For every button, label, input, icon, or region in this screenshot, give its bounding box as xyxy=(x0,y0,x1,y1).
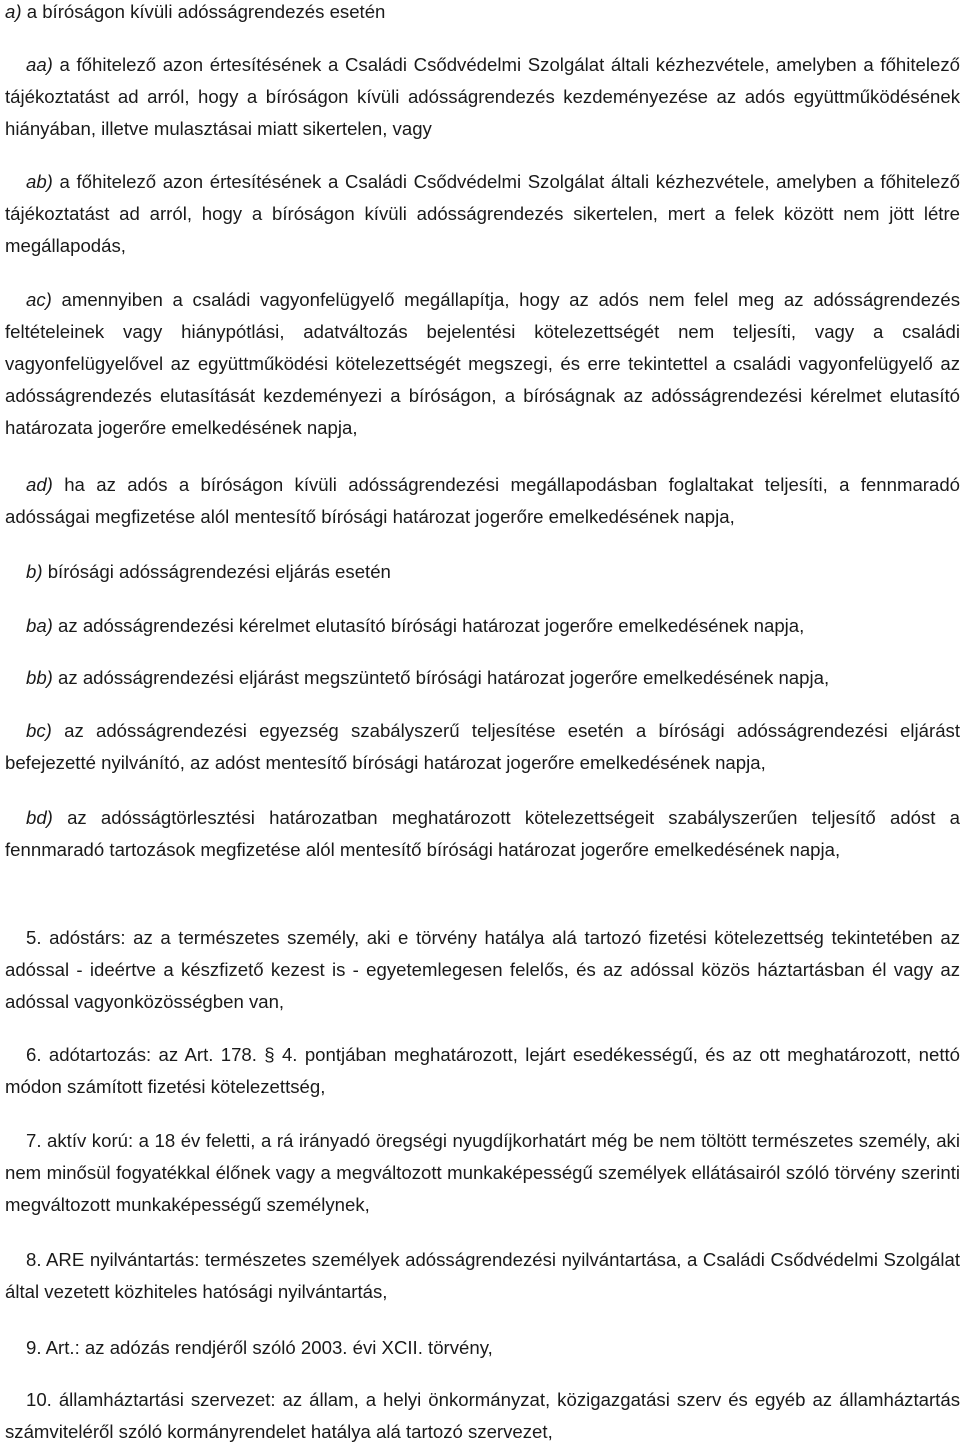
paragraph-text: 6. adótartozás: az Art. 178. § 4. pontjában meghatározott, lejárt esedékességű, és az ott meghatározott, nettó módon számított fizetési kötelezettség, xyxy=(5,1044,960,1097)
paragraph-aa xyxy=(5,49,960,145)
paragraph-7 xyxy=(5,1125,960,1221)
paragraph-8 xyxy=(5,1244,960,1308)
paragraph-ad xyxy=(5,469,960,533)
item-label: ad) xyxy=(26,474,53,495)
item-label: aa) xyxy=(26,54,53,75)
paragraph-text: bírósági adósságrendezési eljárás esetén xyxy=(42,561,391,582)
paragraph-text: az adósságrendezési eljárást megszüntető bírósági határozat jogerőre emelkedésének napja, xyxy=(52,667,830,688)
item-label: a) xyxy=(5,1,22,22)
paragraph-text: a főhitelező azon értesítésének a Családi Csődvédelmi Szolgálat általi kézhezvétele, amelyben a főhitelező tájékoztatást ad arról, hogy a bíróságon kívüli adósságrendezés kezdeményezése az adós együttműködésének hiányában, illetve mulasztásai miatt sikertelen, vagy xyxy=(5,54,960,139)
paragraph-9 xyxy=(5,1332,960,1364)
paragraph-text: az adósságtörlesztési határozatban meghatározott kötelezettségeit szabályszerűen teljesítő adóst a fennmaradó tartozások megfizetése alól mentesítő bírósági határozat jogerőre emelkedésének napja, xyxy=(5,807,960,860)
paragraph-text: 9. Art.: az adózás rendjéről szóló 2003. évi XCII. törvény, xyxy=(26,1337,493,1358)
paragraph-6 xyxy=(5,1039,960,1103)
paragraph-text: 10. államháztartási szervezet: az állam, a helyi önkormányzat, közigazgatási szerv és egyéb az államháztartás számviteléről szóló kormányrendelet hatálya alá tartozó szervezet, xyxy=(5,1389,960,1442)
paragraph-text: amennyiben a családi vagyonfelügyelő megállapítja, hogy az adós nem felel meg az adósságrendezés feltételeinek vagy hiánypótlási, adatváltozás bejelentési kötelezettségét nem teljesíti, vagy a családi vagyonfelügyelővel az együttműködési kötelezettségét megszegi, és erre tekintettel a családi vagyonfelügyelő az adósságrendezés elutasítását kezdeményezi a bíróságon, a bíróságnak az adósságrendezési kérelmet elutasító határozata jogerőre emelkedésének napja, xyxy=(5,289,960,438)
paragraph-text: a főhitelező azon értesítésének a Családi Csődvédelmi Szolgálat általi kézhezvétele, amelyben a főhitelező tájékoztatást ad arról, hogy a bíróságon kívüli adósságrendezés sikertelen, mert a felek között nem jött létre megállapodás, xyxy=(5,171,960,256)
paragraph-text: ha az adós a bíróságon kívüli adósságrendezési megállapodásban foglaltakat teljesíti, a fennmaradó adósságai megfizetése alól mentesítő bírósági határozat jogerőre emelkedésének napja, xyxy=(5,474,960,527)
paragraph-text: 5. adóstárs: az a természetes személy, aki e törvény hatálya alá tartozó fizetési kötelezettség tekintetében az adóssal - ideértve a készfizető kezest is - egyetemlegesen felelős, és az adóssal közös háztartásban él vagy az adóssal vagyonközösségben van, xyxy=(5,927,960,1012)
item-label: ba) xyxy=(26,615,53,636)
paragraph-text: az adósságrendezési kérelmet elutasító bírósági határozat jogerőre emelkedésének napja, xyxy=(52,615,805,636)
item-label: ac) xyxy=(26,289,52,310)
paragraph-b xyxy=(5,556,960,588)
paragraph-text: az adósságrendezési egyezség szabályszerű teljesítése esetén a bírósági adósságrendezési eljárást befejezetté nyilvánító, az adóst mentesítő bírósági határozat jogerőre emelkedésének napja, xyxy=(5,720,960,773)
paragraph-ac xyxy=(5,284,960,444)
item-label: ab) xyxy=(26,171,53,192)
paragraph-bb xyxy=(5,662,960,694)
paragraph-bd xyxy=(5,802,960,866)
item-label: b) xyxy=(26,561,43,582)
paragraph-5 xyxy=(5,922,960,1018)
paragraph-ab xyxy=(5,166,960,262)
item-label: bc) xyxy=(26,720,52,741)
item-label: bb) xyxy=(26,667,53,688)
item-label: bd) xyxy=(26,807,53,828)
paragraph-a xyxy=(5,0,960,28)
paragraph-text: 7. aktív korú: a 18 év feletti, a rá irányadó öregségi nyugdíjkorhatárt még be nem töltött természetes személy, aki nem minősül fogyatékkal élőnek vagy a megváltozott munkaképességű személyek ellátásairól szóló törvény szerinti megváltozott munkaképességű személynek, xyxy=(5,1130,960,1215)
paragraph-ba xyxy=(5,610,960,642)
paragraph-10 xyxy=(5,1384,960,1448)
paragraph-text: 8. ARE nyilvántartás: természetes személyek adósságrendezési nyilvántartása, a Családi Csődvédelmi Szolgálat által vezetett közhiteles hatósági nyilvántartás, xyxy=(5,1249,960,1302)
paragraph-text: a bíróságon kívüli adósságrendezés esetén xyxy=(21,1,386,22)
paragraph-bc xyxy=(5,715,960,779)
